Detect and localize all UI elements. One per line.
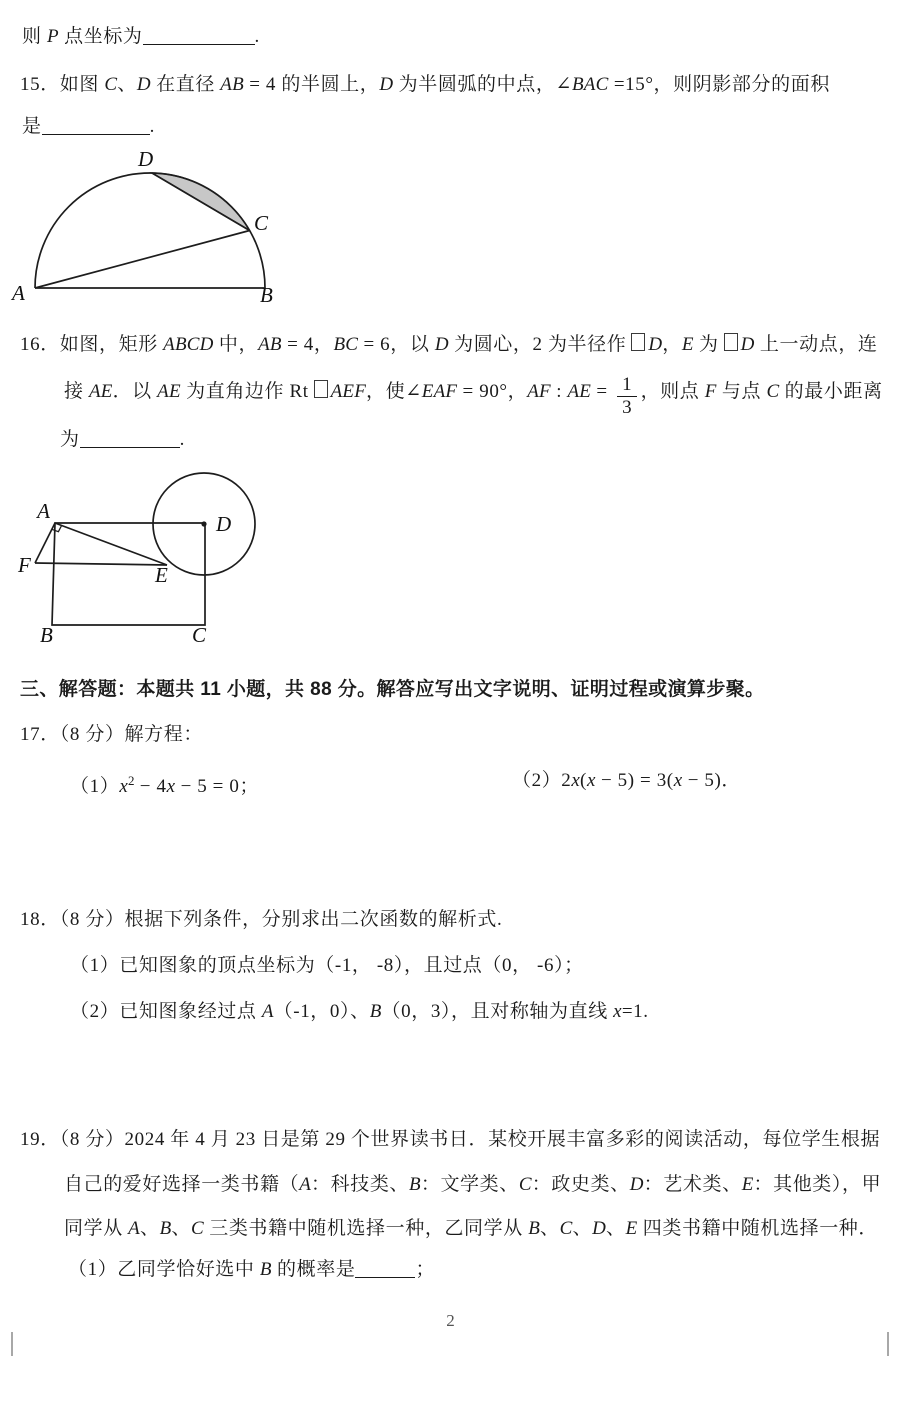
q18-heading: 18．（8 分）根据下列条件，分别求出二次函数的解析式.: [20, 909, 503, 930]
rectangle-abcd: [52, 523, 205, 625]
q19-line3: 同学从 A、B、C 三类书籍中随机选择一种，乙同学从 B、C、D、E 四类书籍中随机选择一种．: [64, 1218, 878, 1239]
q16-line3: 为 .: [60, 429, 185, 450]
crop-mark-left: [11, 1332, 13, 1356]
crop-mark-right: [887, 1332, 889, 1356]
label-c: C: [192, 623, 207, 647]
q15-line2: 是 .: [22, 116, 155, 137]
label-b: B: [40, 623, 53, 647]
q19-line2: 自己的爱好选择一类书籍（A：科技类、B：文学类、C：政史类、D：艺术类、E：其他类），甲: [64, 1174, 882, 1195]
chord-ac: [35, 231, 250, 289]
q17-heading: 17．（8 分）解方程：: [20, 724, 203, 745]
intro-line: 则 P 点坐标为 .: [22, 26, 260, 47]
label-d: D: [138, 147, 154, 171]
q16-line2: 接 AE．以 AE 为直角边作 Rt AEF，使∠EAF = 90°，AF : AE = $\frac{1}{3}$ ，则点 F 与点 C 的最小距离: [64, 374, 883, 418]
label-a: A: [37, 499, 50, 523]
label-e: E: [155, 563, 168, 587]
q17-equation-1: $(1)x^2 - 4x - 5 = 0$；: [70, 773, 260, 797]
q19-line1: 19．（8 分）2024 年 4 月 23 日是第 29 个世界读书日．某校开展丰富多彩的阅读活动，每位学生根据: [20, 1129, 881, 1150]
page-number: 2: [446, 1311, 455, 1330]
q15-figure-semicircle: [0, 140, 320, 315]
label-f: F: [18, 553, 31, 577]
q18-item-2: （2）已知图象经过点 A（-1，0）、B（0，3），且对称轴为直线 x=1.: [70, 1001, 649, 1022]
segment-ae: [55, 523, 167, 565]
segment-fe: [35, 563, 167, 565]
q17-equation-2: （2）2x(x − 5) = 3(x − 5)．: [512, 770, 742, 791]
label-a: A: [12, 281, 25, 305]
q18-item-1: （1）已知图象的顶点坐标为（-1， -8），且过点（0， -6）；: [70, 955, 584, 976]
segment-af: [35, 523, 55, 563]
q16-line1: 16．如图，矩形 ABCD 中，AB = 4，BC = 6，以 D 为圆心，2 为半径作 D，E 为 D 上一动点，连: [20, 334, 878, 355]
semicircle-arc: [35, 173, 265, 288]
label-c: C: [254, 211, 269, 235]
chord-dc: [152, 173, 250, 231]
q19-line4: （1）乙同学恰好选中 B 的概率是 ；: [68, 1259, 436, 1280]
q15-line1: 15．如图 C、D 在直径 AB = 4 的半圆上，D 为半圆弧的中点，∠BAC =15°，则阴影部分的面积: [20, 74, 830, 95]
label-d: D: [216, 512, 232, 536]
q16-figure-rectangle-circle: [0, 455, 300, 655]
label-b: B: [260, 283, 273, 307]
point-d-dot: [201, 521, 206, 526]
section3-heading: 三、解答题：本题共 11 小题，共 88 分。解答应写出文字说明、证明过程或演算步聚。: [20, 679, 765, 700]
